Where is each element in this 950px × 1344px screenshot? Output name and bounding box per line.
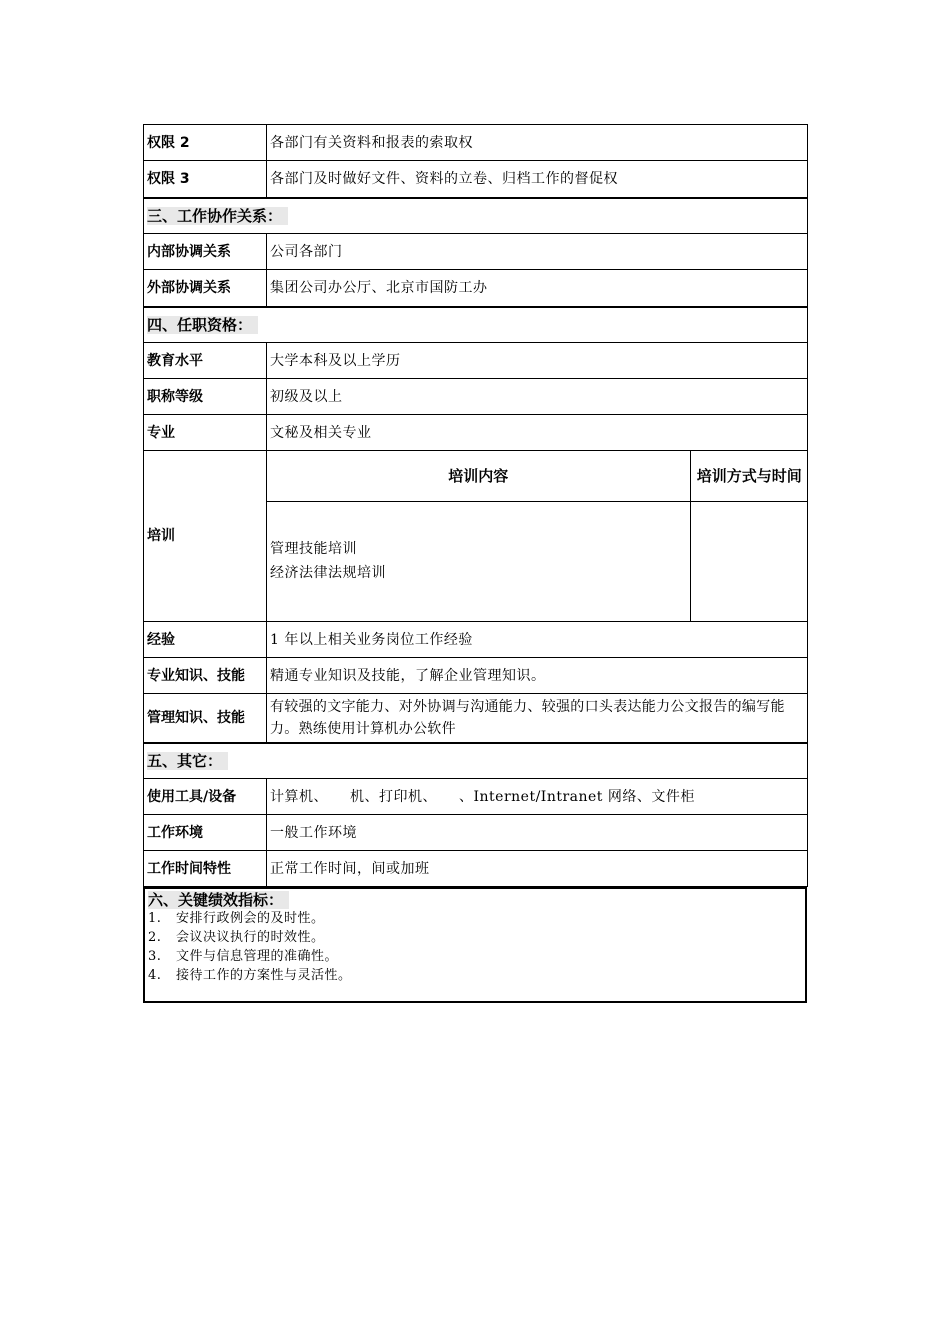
education-value: 大学本科及以上学历 bbox=[267, 343, 808, 379]
major-row bbox=[144, 415, 808, 451]
kpi-item: 1. 安排行政例会的及时性。 bbox=[148, 911, 325, 926]
environment-row bbox=[144, 815, 808, 851]
environment-label: 工作环境 bbox=[144, 815, 267, 851]
training-item: 管理技能培训 bbox=[270, 541, 357, 558]
section-6-title: 六、关键绩效指标： bbox=[148, 891, 289, 909]
work-time-label: 工作时间特性 bbox=[144, 851, 267, 887]
education-row bbox=[144, 343, 808, 379]
authority-3-value: 各部门及时做好文件、资料的立卷、归档工作的督促权 bbox=[267, 161, 808, 198]
section-3-header bbox=[144, 198, 808, 234]
title-level-row bbox=[144, 379, 808, 415]
work-time-row bbox=[144, 851, 808, 887]
authority-3-row bbox=[144, 161, 808, 198]
authority-2-row bbox=[144, 125, 808, 161]
management-skill-label: 管理知识、技能 bbox=[144, 694, 267, 743]
authority-3-label: 权限 3 bbox=[144, 161, 267, 198]
section-4-header bbox=[144, 307, 808, 343]
external-coordination-label: 外部协调关系 bbox=[144, 270, 267, 307]
title-level-label: 职称等级 bbox=[144, 379, 267, 415]
training-label: 培训 bbox=[144, 451, 267, 622]
section-3-title: 三、工作协作关系： bbox=[147, 207, 288, 225]
experience-label: 经验 bbox=[144, 622, 267, 658]
kpi-item: 2. 会议决议执行的时效性。 bbox=[148, 930, 325, 945]
professional-skill-row bbox=[144, 658, 808, 694]
training-item: 经济法律法规培训 bbox=[270, 565, 386, 582]
internal-coordination-label: 内部协调关系 bbox=[144, 234, 267, 270]
section-5-header bbox=[144, 743, 808, 779]
tools-row bbox=[144, 779, 808, 815]
kpi-item: 4. 接待工作的方案性与灵活性。 bbox=[148, 968, 352, 983]
tools-label: 使用工具/设备 bbox=[144, 779, 267, 815]
authority-2-label: 权限 2 bbox=[144, 125, 267, 161]
major-value: 文秘及相关专业 bbox=[267, 415, 808, 451]
training-cell bbox=[267, 451, 808, 622]
management-skill-row bbox=[144, 694, 808, 743]
training-method-value bbox=[690, 501, 808, 621]
education-label: 教育水平 bbox=[144, 343, 267, 379]
job-form-table bbox=[143, 124, 808, 887]
training-items bbox=[267, 501, 690, 621]
professional-skill-label: 专业知识、技能 bbox=[144, 658, 267, 694]
environment-value: 一般工作环境 bbox=[267, 815, 808, 851]
section-5-title: 五、其它： bbox=[147, 752, 228, 770]
internal-coordination-row bbox=[144, 234, 808, 270]
external-coordination-row bbox=[144, 270, 808, 307]
kpi-item: 3. 文件与信息管理的准确性。 bbox=[148, 949, 339, 964]
training-content-header: 培训内容 bbox=[267, 451, 690, 501]
kpi-section bbox=[143, 887, 807, 1003]
section-4-title: 四、任职资格： bbox=[147, 316, 258, 334]
training-subtable bbox=[267, 451, 808, 621]
job-description-form bbox=[143, 124, 807, 1003]
external-coordination-value: 集团公司办公厅、北京市国防工办 bbox=[267, 270, 808, 307]
internal-coordination-value: 公司各部门 bbox=[267, 234, 808, 270]
major-label: 专业 bbox=[144, 415, 267, 451]
authority-2-value: 各部门有关资料和报表的索取权 bbox=[267, 125, 808, 161]
tools-value: 计算机、 机、打印机、 、Internet/Intranet 网络、文件柜 bbox=[267, 779, 808, 815]
experience-value: 1 年以上相关业务岗位工作经验 bbox=[267, 622, 808, 658]
training-method-header: 培训方式与时间 bbox=[690, 451, 808, 501]
training-row bbox=[144, 451, 808, 622]
professional-skill-value: 精通专业知识及技能，了解企业管理知识。 bbox=[267, 658, 808, 694]
title-level-value: 初级及以上 bbox=[267, 379, 808, 415]
management-skill-value: 有较强的文字能力、对外协调与沟通能力、较强的口头表达能力公文报告的编写能力。熟练使用计算机办公软件 bbox=[267, 694, 808, 743]
experience-row bbox=[144, 622, 808, 658]
work-time-value: 正常工作时间，间或加班 bbox=[267, 851, 808, 887]
